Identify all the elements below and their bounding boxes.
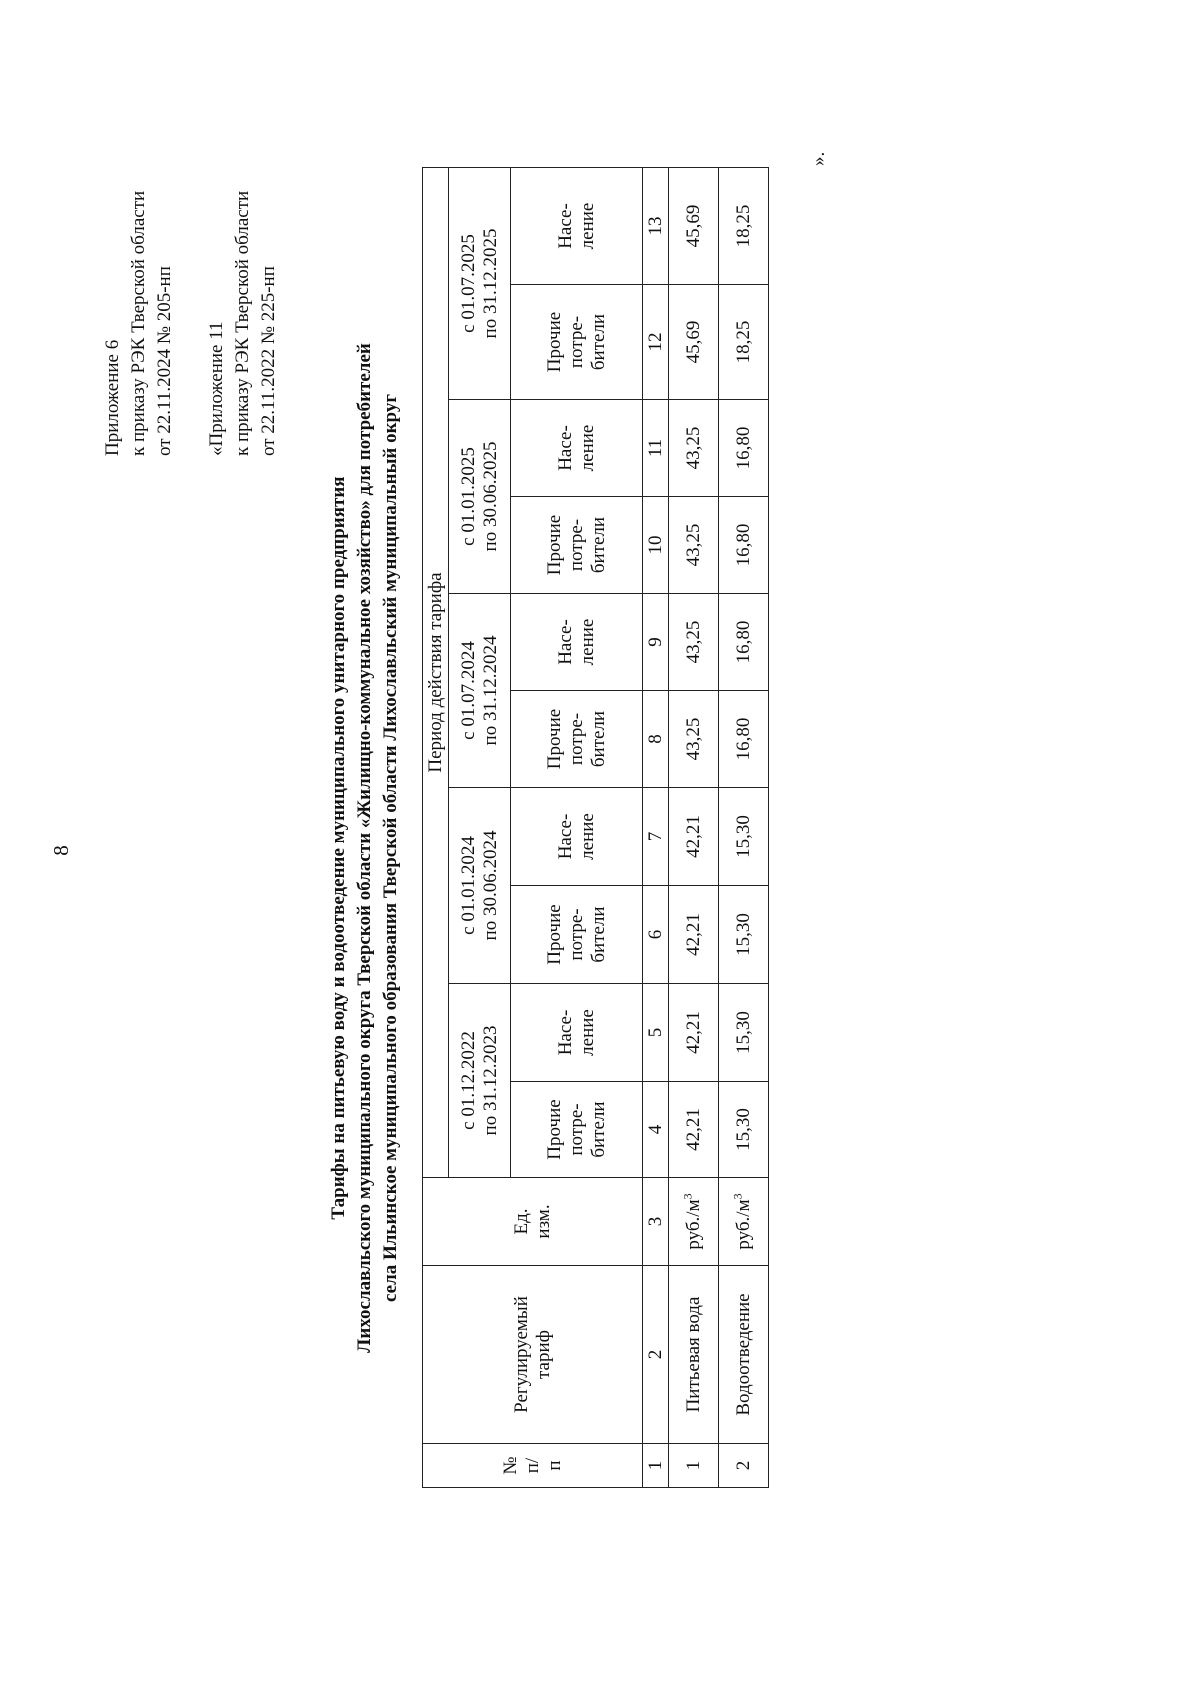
col-number: 8: [643, 691, 669, 788]
appendix-line-3: от 22.11.2024 № 205-нп: [154, 266, 175, 456]
period-header-cell: Период действия тарифа: [423, 168, 449, 1178]
subheader-pop-3: Насе- ление: [511, 594, 643, 691]
appendix-line-1: Приложение 6: [102, 339, 123, 456]
tariff-value: 43,25: [669, 400, 719, 497]
tariff-value: 16,80: [719, 400, 769, 497]
col-number: 7: [643, 788, 669, 886]
col-number: 11: [643, 400, 669, 497]
tariff-value: 18,25: [719, 285, 769, 400]
period-1-cell: с 01.12.2022 по 31.12.2023: [449, 984, 511, 1178]
col-number: 10: [643, 497, 669, 594]
subheader-other-4: Прочие потре- бители: [511, 497, 643, 594]
prev-appendix-line-3: от 22.11.2022 № 225-нп: [258, 266, 279, 456]
col-number: 3: [643, 1178, 669, 1266]
tariff-value: 43,25: [669, 691, 719, 788]
title-line-1: Тарифы на питьевую воду и водоотведение муниципального унитарного предприятия: [328, 476, 349, 1220]
header-unit-cell: Ед. изм.: [423, 1178, 643, 1266]
col-number: 2: [643, 1266, 669, 1444]
header-number-cell: № п/ п: [423, 1444, 643, 1488]
subheader-pop-2: Насе- ление: [511, 788, 643, 886]
col-number: 5: [643, 984, 669, 1082]
row-unit: $руб./м^3$: [719, 1178, 769, 1266]
tariff-value: 15,30: [719, 886, 769, 984]
period-4-cell: с 01.01.2025 по 30.06.2025: [449, 400, 511, 594]
tariff-table: [422, 167, 769, 1488]
subheader-other-3: Прочие потре- бители: [511, 691, 643, 788]
column-number-row: [643, 168, 669, 1488]
col-number: 6: [643, 886, 669, 984]
period-2-cell: с 01.01.2024 по 30.06.2024: [449, 788, 511, 984]
tariff-value: 15,30: [719, 1082, 769, 1178]
tariff-value: 16,80: [719, 497, 769, 594]
header-tariff-cell: Регулируемый тариф: [423, 1266, 643, 1444]
table-row: [719, 168, 769, 1488]
tariff-value: 42,21: [669, 788, 719, 886]
tariff-value: 42,21: [669, 1082, 719, 1178]
title-line-3: села Ильинское муниципального образования Тверской области Лихославльский муниципальный округ: [380, 394, 401, 1303]
row-number: 2: [719, 1444, 769, 1488]
subheader-other-5: Прочие потре- бители: [511, 285, 643, 400]
period-3-cell: с 01.07.2024 по 31.12.2024: [449, 594, 511, 788]
table-row: [669, 168, 719, 1488]
col-number: 4: [643, 1082, 669, 1178]
col-number: 1: [643, 1444, 669, 1488]
tariff-value: 15,30: [719, 984, 769, 1082]
col-number: 13: [643, 168, 669, 285]
row-tariff-name: Питьевая вода: [669, 1266, 719, 1444]
tariff-value: 15,30: [719, 788, 769, 886]
tariff-value: 43,25: [669, 497, 719, 594]
closing-quote-mark: ».: [808, 151, 829, 166]
page-number: 8: [48, 845, 73, 856]
col-number: 12: [643, 285, 669, 400]
row-number: 1: [669, 1444, 719, 1488]
tariff-value: 18,25: [719, 168, 769, 285]
prev-appendix-line-2: к приказу РЭК Тверской области: [232, 190, 253, 456]
appendix-line-2: к приказу РЭК Тверской области: [128, 190, 149, 456]
previous-appendix-reference: [204, 191, 282, 456]
tariff-value: 45,69: [669, 168, 719, 285]
tariff-value: 16,80: [719, 691, 769, 788]
row-tariff-name: Водоотведение: [719, 1266, 769, 1444]
prev-appendix-line-1: «Приложение 11: [206, 321, 227, 456]
tariff-value: 16,80: [719, 594, 769, 691]
appendix-reference: [100, 191, 178, 456]
subheader-other-2: Прочие потре- бители: [511, 886, 643, 984]
row-unit: $руб./м^3$: [669, 1178, 719, 1266]
title-line-2: Лихославльского муниципального округа Тверской области «Жилищно-коммунальное хозяйство» для потребителей: [354, 343, 375, 1353]
subheader-pop-5: Насе- ление: [511, 168, 643, 285]
tariff-value: 42,21: [669, 984, 719, 1082]
subheader-other-1: Прочие потре- бители: [511, 1082, 643, 1178]
subheader-pop-1: Насе- ление: [511, 984, 643, 1082]
tariff-value: 45,69: [669, 285, 719, 400]
tariff-value: 43,25: [669, 594, 719, 691]
tariff-value: 42,21: [669, 886, 719, 984]
subheader-pop-4: Насе- ление: [511, 400, 643, 497]
document-title: [326, 0, 404, 1696]
period-5-cell: с 01.07.2025 по 31.12.2025: [449, 168, 511, 400]
col-number: 9: [643, 594, 669, 691]
